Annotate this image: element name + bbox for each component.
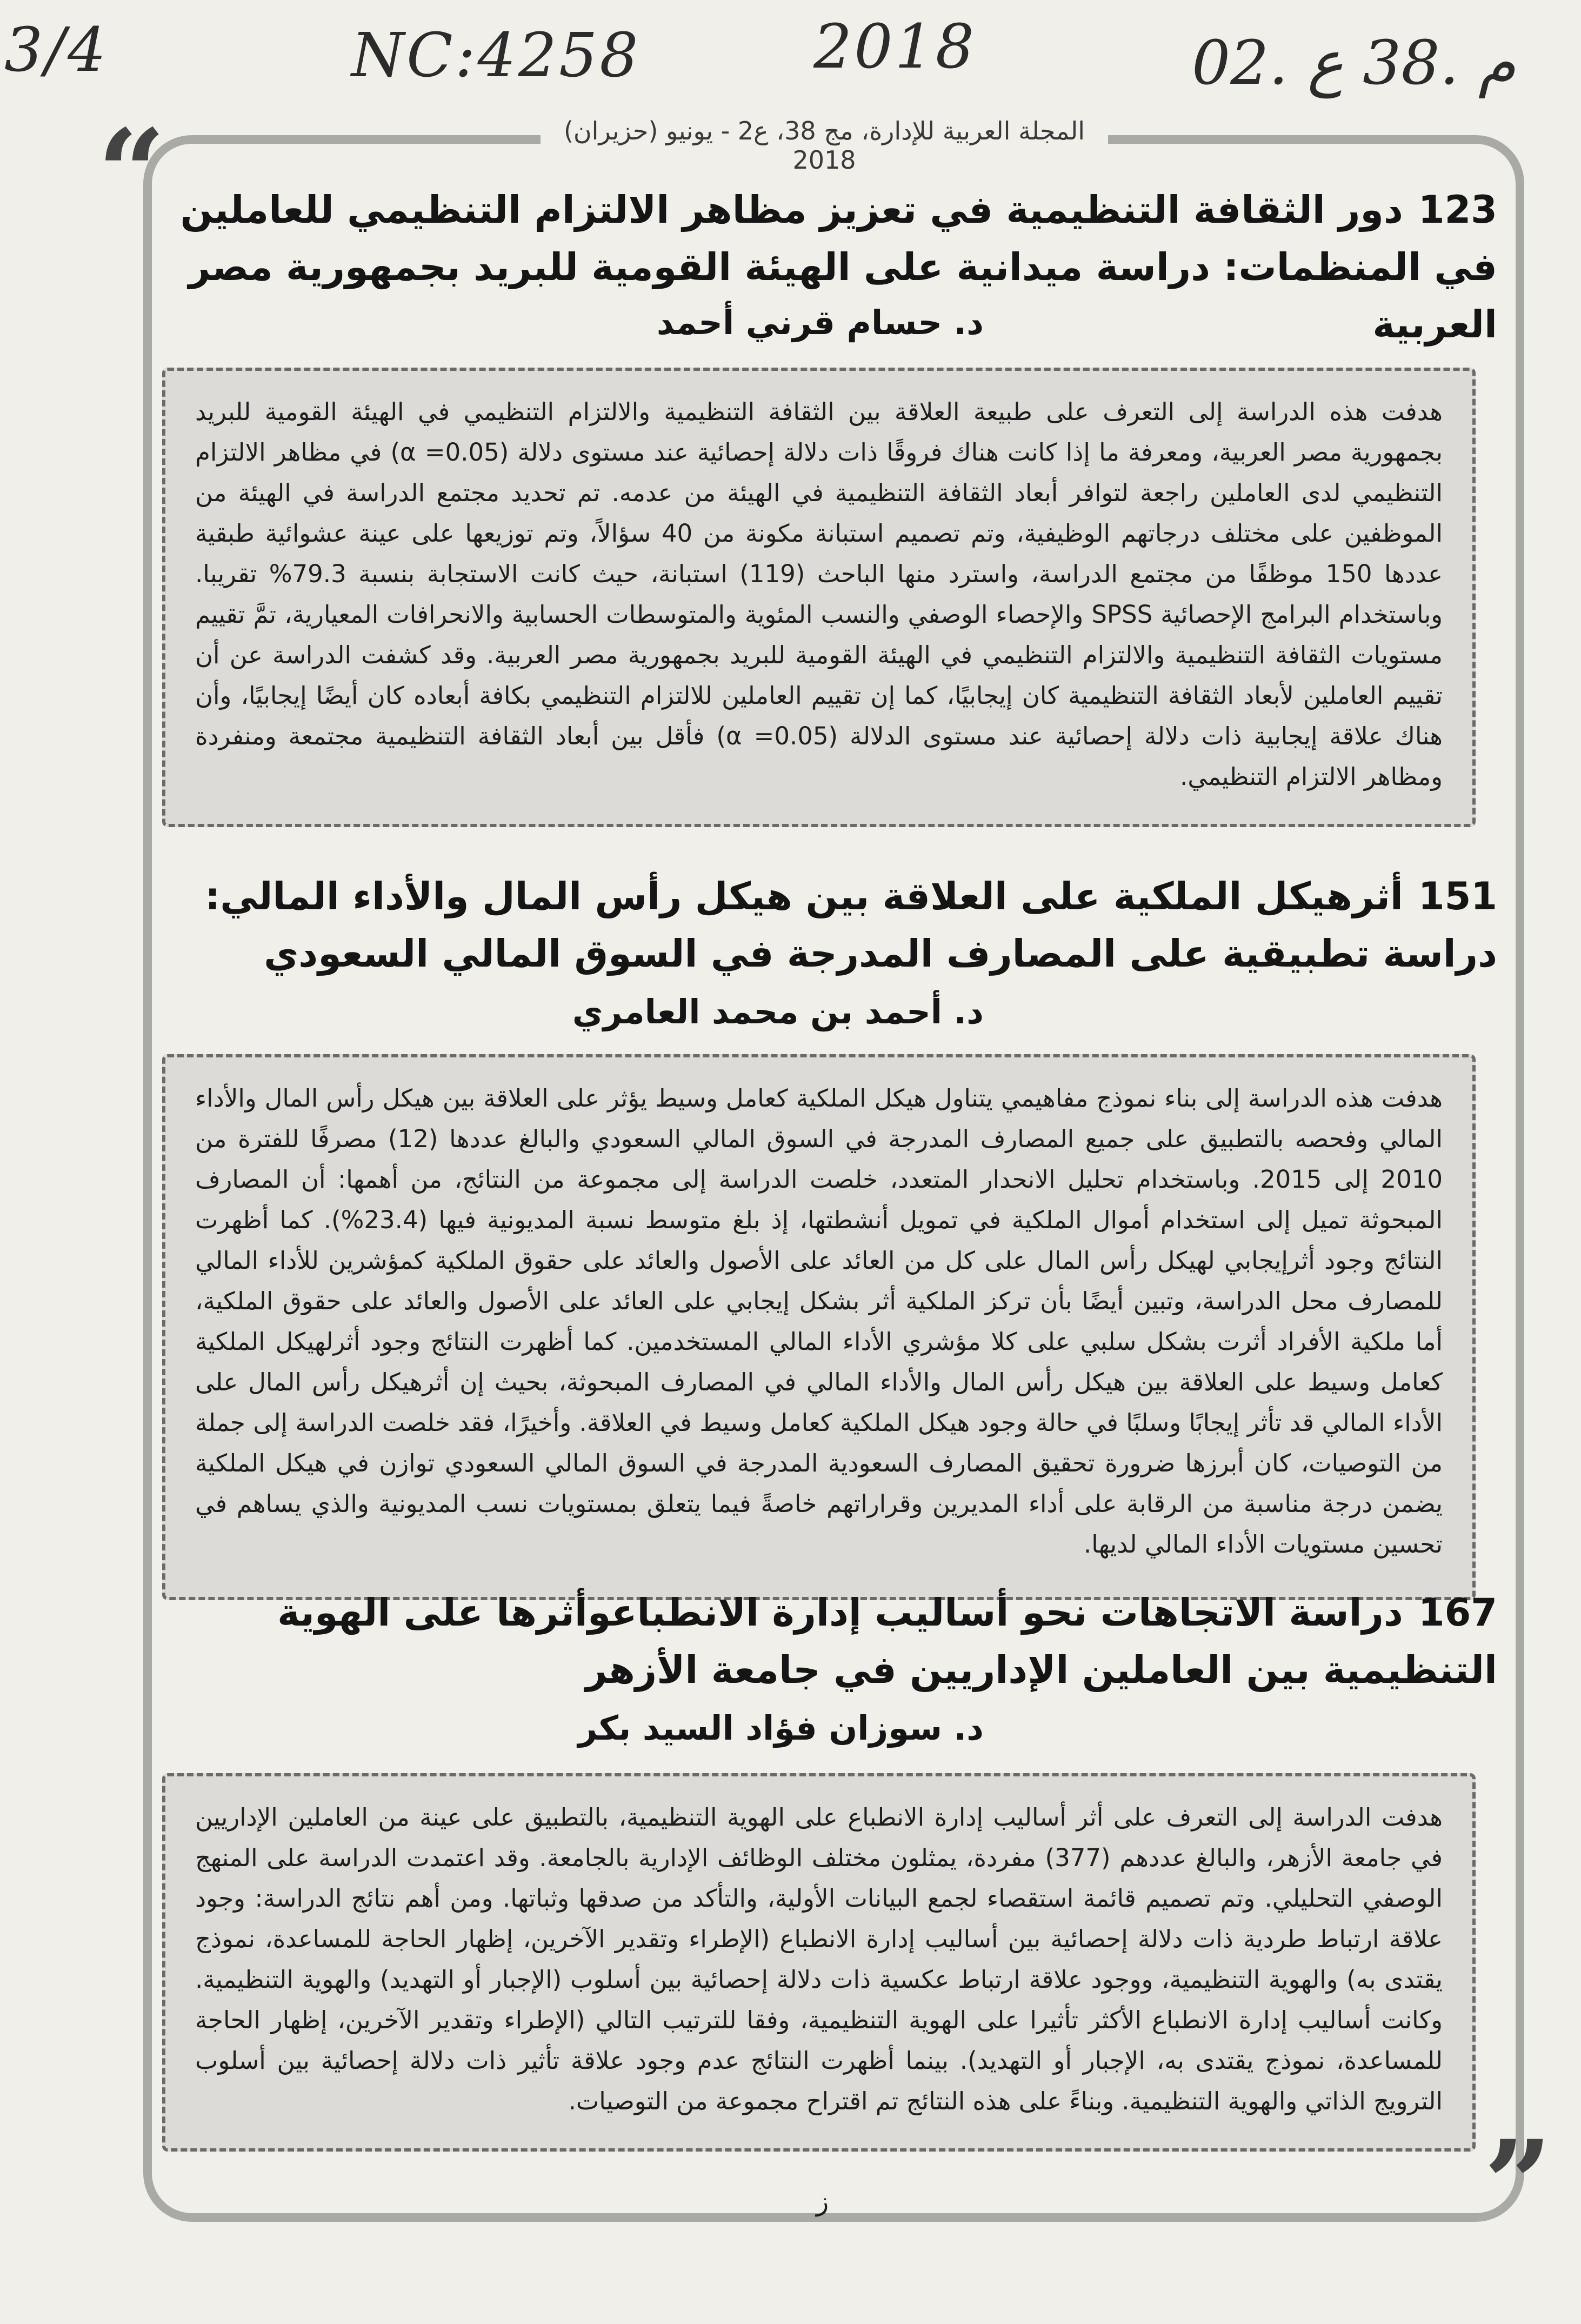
entry-page-number: 167 (1418, 1590, 1497, 1635)
entry-title-text: أثرهيكل الملكية على العلاقة بين هيكل رأس المال والأداء المالي: دراسة تطبيقية على المصارف المدرجة في السوق المالي السعودي (205, 874, 1497, 976)
handwritten-year: 2018 (813, 12, 977, 82)
handwritten-nc-code: NC:4258 (351, 21, 641, 91)
abstract-box (162, 1054, 1476, 1600)
entry-author: د. حسام قرني أحمد (656, 303, 984, 342)
entry-page-number: 123 (1418, 188, 1497, 232)
close-quote-mark: ” (1484, 2114, 1552, 2254)
open-quote-mark: “ (97, 103, 166, 243)
abstract-box (162, 1773, 1476, 2152)
running-header: المجلة العربية للإدارة، مج 38، ع2 - يونيو (حزيران) 2018 (541, 116, 1108, 175)
abstract-text: هدفت الدراسة إلى التعرف على أثر أساليب إدارة الانطباع على الهوية التنظيمية، بالتطبيق على عينة من العاملين الإداريين في جامعة الأزهر، والبالغ عددهم (377) مفردة، يمثلون مختلف الوظائف الإدارية بالجامعة. وقد اعتمدت الدراسة على المنهج الوصفي التحليلي. وتم تصميم قائمة استقصاء لجمع البيانات الأولية، والتأكد من صدقها وثباتها. ومن أهم نتائج الدراسة: وجود علاقة ارتباط طردية ذات دلالة إحصائية بين أساليب إدارة الانطباع (الإطراء وتقدير الآخرين، إظهار الحاجة للمساعدة، نموذج يقتدى به) والهوية التنظيمية، ووجود علاقة ارتباط عكسية ذات دلالة إحصائية بين أسلوب (الإجبار أو التهديد) والهوية التنظيمية. وكانت أساليب إدارة الانطباع الأكثر تأثيرا على الهوية التنظيمية، وفقا للترتيب التالي (الإطراء وتقدير الآخرين، إظهار الحاجة للمساعدة، نموذج يقتدى به، الإجبار أو التهديد). بينما أظهرت النتائج عدم وجود علاقة تأثير ذات دلالة إحصائية بين أسلوب الترويج الذاتي والهوية التنظيمية. وبناءً على هذه النتائج تم اقتراح مجموعة من التوصيات. (195, 1803, 1443, 2115)
handwritten-page-ref: 3/4 (4, 15, 109, 85)
entry-title (162, 1584, 1497, 1699)
abstract-text: هدفت هذه الدراسة إلى بناء نموذج مفاهيمي يتناول هيكل الملكية كعامل وسيط يؤثر على العلاقة بين هيكل رأس المال والأداء المالي وفحصه بالتطبيق على جميع المصارف المدرجة في السوق المالي السعودي والبالغ عددها (12) مصرفًا للفترة من 2010 إلى 2015. وباستخدام تحليل الانحدار المتعدد، خلصت الدراسة إلى مجموعة من النتائج، من أهمها: أن المصارف المبحوثة تميل إلى استخدام أموال الملكية في تمويل أنشطتها، إذ بلغ متوسط نسبة المديونية فيها (23.4%). كما أظهرت النتائج وجود أثرإيجابي لهيكل رأس المال على كل من العائد على الأصول والعائد على حقوق الملكية كمؤشرين للأداء المالي للمصارف محل الدراسة، وتبين أيضًا بأن تركز الملكية أثر بشكل إيجابي على العائد على الأصول والعائد على حقوق الملكية، أما ملكية الأفراد أثرت بشكل سلبي على كلا مؤشري الأداء المالي المستخدمين. كما أظهرت النتائج وجود أثرلهيكل الملكية كعامل وسيط على العلاقة بين هيكل رأس المال والأداء المالي في المصارف المبحوثة، بحيث إن أثرهيكل رأس المال على الأداء المالي قد تأثر إيجابًا وسلبًا في حالة وجود هيكل الملكية كعامل وسيط في العلاقة. وأخيرًا، فقد خلصت الدراسة إلى جملة من التوصيات، كان أبرزها ضرورة تحقيق المصارف السعودية المدرجة في السوق المالي السعودي توازن في هيكل الملكية يضمن درجة مناسبة من الرقابة على أداء المديرين وقراراتهم خاصةً فيما يتعلق بمستويات نسب المديونية والذي يساهم في تحسين مستويات الأداء المالي لديها. (195, 1084, 1443, 1559)
entry-title (162, 868, 1497, 982)
entry-title-text: دور الثقافة التنظيمية في تعزيز مظاهر الالتزام التنظيمي للعاملين في المنظمات: دراسة ميدانية على الهيئة القومية للبريد بجمهورية مصر العربية (180, 188, 1497, 347)
abstract-box (162, 368, 1476, 827)
entry-author: د. سوزان فؤاد السيد بكر (578, 1708, 984, 1748)
handwritten-issue-code: م .38 ع .02 (1192, 28, 1516, 98)
page-number: ز (816, 2187, 829, 2217)
entry-title-text: دراسة الاتجاهات نحو أساليب إدارة الانطباعوأثرها على الهوية التنظيمية بين العاملين الإداريين في جامعة الأزهر (277, 1590, 1497, 1692)
entry-page-number: 151 (1418, 874, 1497, 918)
entry-author: د. أحمد بن محمد العامري (572, 992, 984, 1031)
abstract-text: هدفت هذه الدراسة إلى التعرف على طبيعة العلاقة بين الثقافة التنظيمية والالتزام التنظيمي في الهيئة القومية للبريد بجمهورية مصر العربية، ومعرفة ما إذا كانت هناك فروقًا ذات دلالة إحصائية عند مستوى دلالة (α =0.05) في مظاهر الالتزام التنظيمي لدى العاملين راجعة لتوافر أبعاد الثقافة التنظيمية في الهيئة من عدمه. تم تحديد مجتمع الدراسة في الهيئة من الموظفين على مختلف درجاتهم الوظيفية، وتم تصميم استبانة مكونة من 40 سؤالاً، وتم توزيعها على عينة عشوائية طبقية عددها 150 موظفًا من مجتمع الدراسة، واسترد منها الباحث (119) استبانة، حيث كانت الاستجابة بنسبة 79.3% تقريبا. وباستخدام البرامج الإحصائية SPSS والإحصاء الوصفي والنسب المئوية والمتوسطات الحسابية والانحرافات المعيارية، تمَّ تقييم مستويات الثقافة التنظيمية والالتزام التنظيمي في الهيئة القومية للبريد بجمهورية مصر العربية. وقد كشفت الدراسة عن أن تقييم العاملين لأبعاد الثقافة التنظيمية كان إيجابيًا، كما إن تقييم العاملين للالتزام التنظيمي بكافة أبعاده كان أيضًا إيجابيًا، وأن هناك علاقة إيجابية ذات دلالة إحصائية عند مستوى الدلالة (α =0.05) فأقل بين أبعاد الثقافة التنظيمية مجتمعة ومنفردة ومظاهر الالتزام التنظيمي. (195, 397, 1443, 791)
